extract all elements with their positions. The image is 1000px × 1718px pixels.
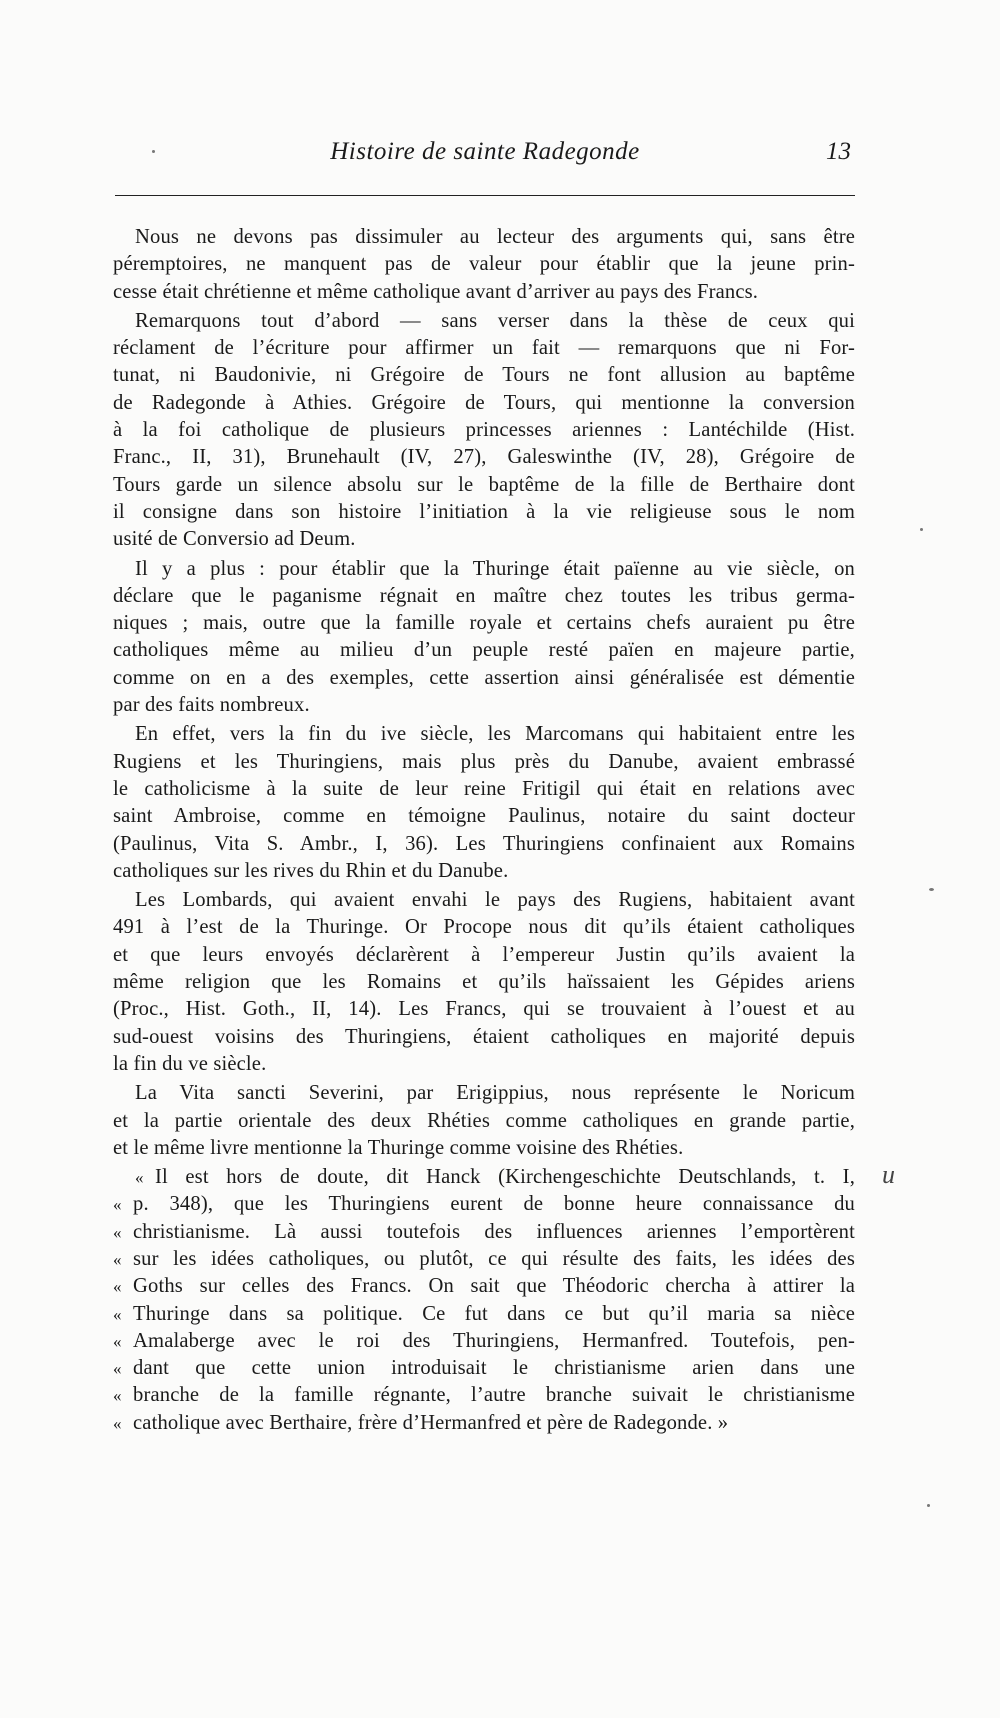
guillemet-mark: « xyxy=(113,1413,122,1433)
text-line: catholiques sur les rives du Rhin et du Danube. xyxy=(113,859,509,882)
guillemet-mark: « xyxy=(135,1168,144,1188)
paragraph xyxy=(113,308,855,554)
text-line: déclare que le paganisme régnait en maître chez toutes les tribus germa- xyxy=(113,584,855,607)
guillemet-mark: « xyxy=(113,1249,122,1269)
text-line: usité de Conversio ad Deum. xyxy=(113,528,356,551)
quote-line xyxy=(113,1301,855,1328)
text-line: catholiques même au milieu d’un peuple resté païen en majeure partie, xyxy=(113,639,855,662)
guillemet-mark: « xyxy=(113,1386,122,1406)
quote-text: dant que cette union introduisait le christianisme arien dans une xyxy=(133,1357,855,1380)
paragraph xyxy=(113,721,855,885)
quote-text: Thuringe dans sa politique. Ce fut dans ce but qu’il maria sa nièce xyxy=(133,1302,855,1325)
quote-line xyxy=(113,1191,855,1218)
text-line: Il y a plus : pour établir que la Thuringe était païenne au vie siècle, on xyxy=(135,557,855,580)
text-line: Rugiens et les Thuringiens, mais plus près du Danube, avaient embrassé xyxy=(113,750,855,773)
paper-speck xyxy=(920,528,923,531)
quote-text: p. 348), que les Thuringiens eurent de bonne heure connaissance du xyxy=(133,1193,855,1216)
guillemet-mark: « xyxy=(113,1359,122,1379)
paper-speck xyxy=(927,1504,930,1507)
text-line: 491 à l’est de la Thuringe. Or Procope nous dit qu’ils étaient catholiques xyxy=(113,916,855,939)
paragraph xyxy=(113,224,855,306)
guillemet-mark: « xyxy=(113,1331,122,1351)
quote-line xyxy=(113,1382,855,1409)
text-line: cesse était chrétienne et même catholique avant d’arriver au pays des Francs. xyxy=(113,280,759,303)
quote-line xyxy=(113,1219,855,1246)
quote-text: Amalaberge avec le roi des Thuringiens, Hermanfred. Toutefois, pen- xyxy=(133,1329,855,1352)
guillemet-mark: « xyxy=(113,1195,122,1215)
quote-text: christianisme. Là aussi toutefois des influences ariennes l’emportèrent xyxy=(133,1220,855,1243)
guillemet-mark: « xyxy=(113,1304,122,1324)
text-line: péremptoires, ne manquent pas de valeur pour établir que la jeune prin- xyxy=(113,253,855,276)
quote-line xyxy=(113,1328,855,1355)
quote-text: branche de la famille régnante, l’autre branche suivait le christianisme xyxy=(133,1384,855,1407)
quote-line xyxy=(113,1410,855,1437)
body-text xyxy=(113,224,855,1439)
text-line: Tours garde un silence absolu sur le baptême de la fille de Berthaire dont xyxy=(113,473,855,496)
text-line: réclament de l’écriture pour affirmer un fait — remarquons que ni For- xyxy=(113,337,855,360)
guillemet-mark: « xyxy=(113,1222,122,1242)
text-line: tunat, ni Baudonivie, ni Grégoire de Tours ne font allusion au baptême xyxy=(113,364,855,387)
block-quote xyxy=(113,1164,855,1437)
quote-line xyxy=(113,1164,855,1191)
text-line: même religion que les Romains et qu’ils haïssaient les Gépides ariens xyxy=(113,971,855,994)
text-line: (Proc., Hist. Goth., II, 14). Les Francs, qui se trouvaient à l’ouest et au xyxy=(113,998,855,1021)
page-header xyxy=(115,138,855,178)
text-line: En effet, vers la fin du ive siècle, les Marcomans qui habitaient entre les xyxy=(135,723,855,746)
quote-text: sur les idées catholiques, ou plutôt, ce qui résulte des faits, les idées des xyxy=(133,1247,855,1270)
paragraph xyxy=(113,1080,855,1162)
text-line: et le même livre mentionne la Thuringe comme voisine des Rhéties. xyxy=(113,1136,684,1159)
text-line: niques ; mais, outre que la famille royale et certains chefs auraient pu être xyxy=(113,612,855,635)
paper-speck xyxy=(152,150,155,153)
text-line: et la partie orientale des deux Rhéties comme catholiques en grande partie, xyxy=(113,1109,855,1132)
text-line: Remarquons tout d’abord — sans verser dans la thèse de ceux qui xyxy=(135,309,855,332)
paragraph xyxy=(113,556,855,720)
text-line: la fin du ve siècle. xyxy=(113,1052,267,1075)
text-line: de Radegonde à Athies. Grégoire de Tours, qui mentionne la conversion xyxy=(113,391,855,414)
quote-text: catholique avec Berthaire, frère d’Hermanfred et père de Radegonde. » xyxy=(133,1411,729,1434)
running-title: Histoire de sainte Radegonde xyxy=(330,138,640,165)
guillemet-mark: « xyxy=(113,1277,122,1297)
text-line: Franc., II, 31), Brunehault (IV, 27), Galeswinthe (IV, 28), Grégoire de xyxy=(113,446,855,469)
page-number: 13 xyxy=(826,138,851,165)
text-line: il consigne dans son histoire l’initiation à la vie religieuse sous le nom xyxy=(113,500,855,523)
text-line: Nous ne devons pas dissimuler au lecteur des arguments qui, sans être xyxy=(135,226,855,248)
text-line: sud-ouest voisins des Thuringiens, étaient catholiques en majorité depuis xyxy=(113,1025,855,1048)
quote-line xyxy=(113,1355,855,1382)
quote-text: Goths sur celles des Francs. On sait que Théodoric chercha à attirer la xyxy=(133,1275,855,1298)
text-line: La Vita sancti Severini, par Erigippius, nous représente le Noricum xyxy=(135,1082,855,1105)
quote-line xyxy=(113,1246,855,1273)
text-line: saint Ambroise, comme en témoigne Paulinus, notaire du saint docteur xyxy=(113,805,855,828)
quote-text: Il est hors de doute, dit Hanck (Kirchengeschichte Deutschlands, t. I, xyxy=(155,1166,855,1189)
quote-line xyxy=(113,1273,855,1300)
margin-annotation: u xyxy=(882,1160,895,1189)
text-line: Les Lombards, qui avaient envahi le pays des Rugiens, habitaient avant xyxy=(135,889,855,912)
text-line: par des faits nombreux. xyxy=(113,694,310,717)
text-line: et que leurs envoyés déclarèrent à l’empereur Justin qu’ils avaient la xyxy=(113,943,855,966)
text-line: à la foi catholique de plusieurs princesses ariennes : Lantéchilde (Hist. xyxy=(113,419,855,442)
header-rule xyxy=(115,195,855,196)
text-line: (Paulinus, Vita S. Ambr., I, 36). Les Thuringiens confinaient aux Romains xyxy=(113,832,855,855)
text-line: le catholicisme à la suite de leur reine Fritigil qui était en relations avec xyxy=(113,777,855,800)
paragraph xyxy=(113,887,855,1078)
text-line: comme on en a des exemples, cette assertion ainsi généralisée est démentie xyxy=(113,666,855,689)
paper-speck xyxy=(929,888,934,891)
